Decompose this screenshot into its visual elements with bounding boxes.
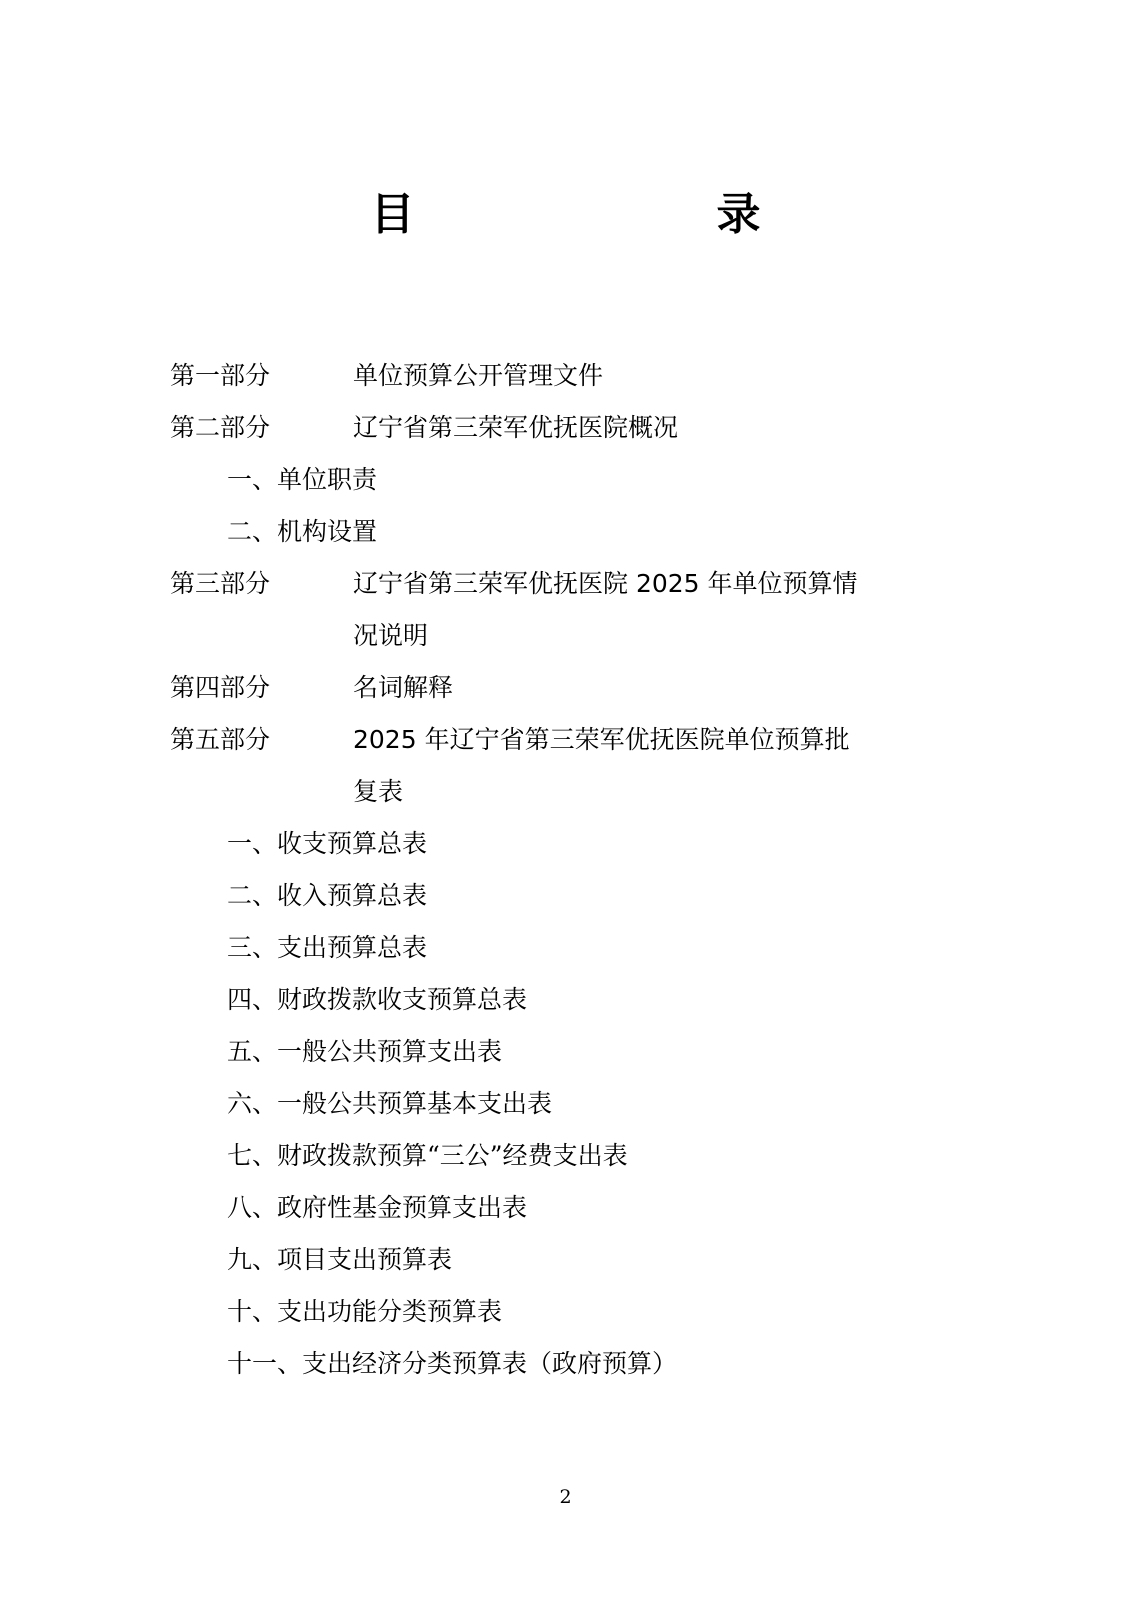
toc-part-title xyxy=(353,714,961,818)
toc-subitem[interactable]: 一、单位职责 xyxy=(227,465,378,494)
toc-subitem[interactable]: 一、收支预算总表 xyxy=(227,829,428,858)
toc-part-entry[interactable] xyxy=(170,558,961,662)
toc-part-title-line1: 辽宁省第三荣军优抚医院 2025 年单位预算情 xyxy=(353,569,858,598)
toc-part-entry[interactable] xyxy=(170,402,961,454)
toc-part-title: 名词解释 xyxy=(353,673,454,702)
toc-part-title: 单位预算公开管理文件 xyxy=(353,361,604,390)
toc-subitem[interactable]: 二、机构设置 xyxy=(227,517,378,546)
toc-subitem[interactable]: 三、支出预算总表 xyxy=(227,933,428,962)
toc-part-title-line2: 复表 xyxy=(353,777,404,806)
toc-subitem[interactable]: 四、财政拨款收支预算总表 xyxy=(227,985,528,1014)
toc-part-entry[interactable] xyxy=(170,714,961,818)
toc-part-label: 第五部分 xyxy=(170,725,271,754)
toc-subitem[interactable]: 八、政府性基金预算支出表 xyxy=(227,1193,528,1222)
toc-part-label: 第一部分 xyxy=(170,361,271,390)
toc-part-title: 辽宁省第三荣军优抚医院概况 xyxy=(353,413,679,442)
toc-part-title-line2: 况说明 xyxy=(353,621,429,650)
toc-part-entry[interactable] xyxy=(170,662,961,714)
toc-part-label: 第四部分 xyxy=(170,673,271,702)
toc-part-title xyxy=(353,558,961,662)
toc-part-entry[interactable] xyxy=(170,350,961,402)
toc-part-title-line1: 2025 年辽宁省第三荣军优抚医院单位预算批 xyxy=(353,725,850,754)
toc-part-label: 第二部分 xyxy=(170,413,271,442)
toc-subitem[interactable]: 二、收入预算总表 xyxy=(227,881,428,910)
toc-subitem[interactable]: 六、一般公共预算基本支出表 xyxy=(227,1089,553,1118)
table-of-contents xyxy=(170,350,961,1390)
toc-part-label: 第三部分 xyxy=(170,569,271,598)
page-title: 目 录 xyxy=(370,189,791,240)
toc-subitem[interactable]: 五、一般公共预算支出表 xyxy=(227,1037,503,1066)
page-number: 2 xyxy=(559,1486,572,1508)
toc-subitem[interactable]: 九、项目支出预算表 xyxy=(227,1245,453,1274)
toc-subitem[interactable]: 十、支出功能分类预算表 xyxy=(227,1297,503,1326)
toc-subitem[interactable]: 十一、支出经济分类预算表（政府预算） xyxy=(227,1349,678,1378)
toc-subitem[interactable]: 七、财政拨款预算“三公”经费支出表 xyxy=(227,1141,628,1170)
